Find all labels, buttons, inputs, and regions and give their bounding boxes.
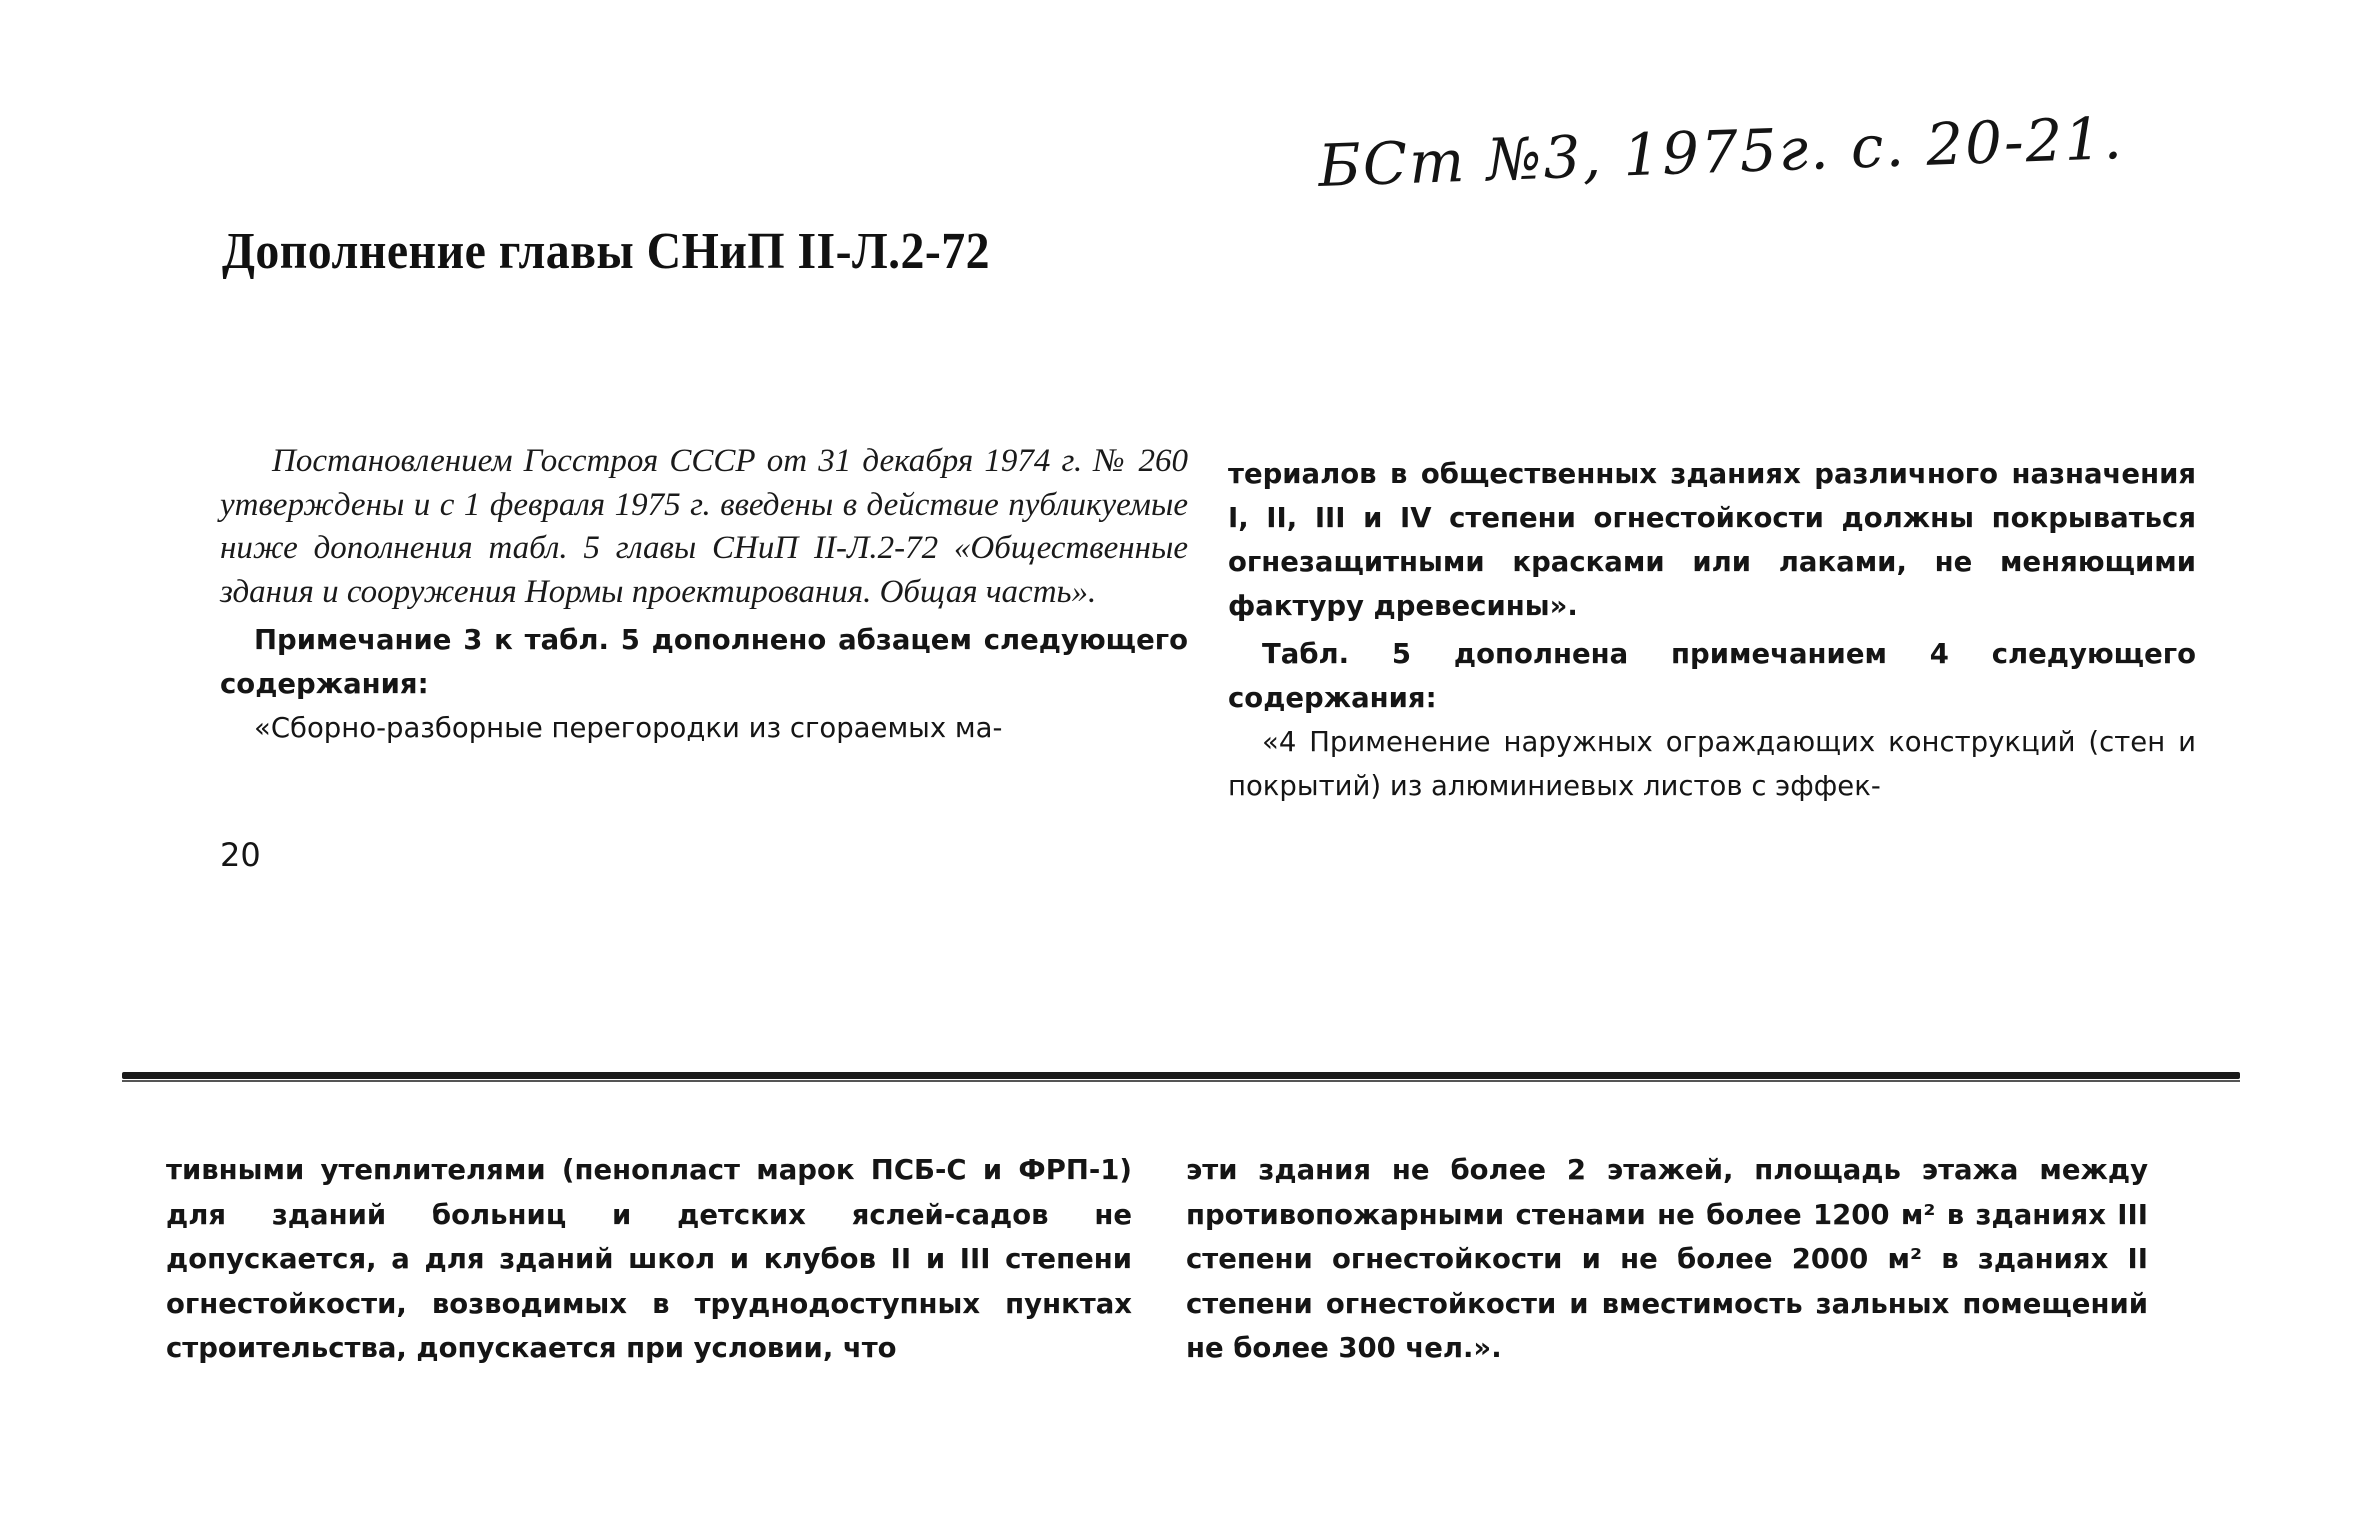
upper-right-column [1228, 452, 2196, 808]
document-title: Дополнение главы СНиП II-Л.2-72 [222, 223, 991, 280]
intro-paragraph: Постановлением Госстроя СССР от 31 декабря 1974 г. № 260 утверждены и с 1 февраля 1975 г. введены в действие публикуемые ниже дополнения табл. 5 главы СНиП II-Л.2-72 «Общественные здания и сооружения Нормы проектирования. Общая часть». [220, 443, 1188, 610]
upper-left-column [220, 440, 1188, 750]
lower-left-paragraph: тивными утеплителями (пенопласт марок ПСБ-С и ФРП-1) для зданий больниц и детских яслей-садов не допускается, а для зданий школ и клубов II и III степени огнестойкости, возводимых в труднодоступных пунктах строительства, допускается при условии, что [166, 1154, 1132, 1364]
lower-left-column [166, 1148, 1132, 1371]
note4-start-paragraph: «4 Применение наружных ограждающих конструкций (стен и покрытий) из алюминиевых листов с эффек- [1228, 726, 2196, 802]
lower-right-paragraph: эти здания не более 2 этажей, площадь этажа между противопожарными стенами не более 1200 м² в зданиях III степени огнестойкости и не более 2000 м² в зданиях II степени огнестойкости и вместимость зальных помещений не более 300 чел.». [1186, 1154, 2148, 1364]
quote-continued-paragraph: териалов в общественных зданиях различного назначения I, II, III и IV степени огнестойкости должны покрываться огнезащитными красками или лаками, не меняющими фактуру древесины». [1228, 458, 2196, 622]
quote-start-paragraph: «Сборно-разборные перегородки из сгораемых ма- [254, 712, 1003, 744]
lower-right-column [1186, 1148, 2148, 1371]
page-divider [122, 1072, 2240, 1079]
page-number: 20 [220, 836, 261, 874]
table-note-paragraph: Табл. 5 дополнена примечанием 4 следующего содержания: [1228, 638, 2196, 714]
handwritten-reference: БСт №3, 1975г. с. 20-21. [1317, 103, 2125, 201]
note-paragraph: Примечание 3 к табл. 5 дополнено абзацем следующего содержания: [220, 624, 1188, 700]
